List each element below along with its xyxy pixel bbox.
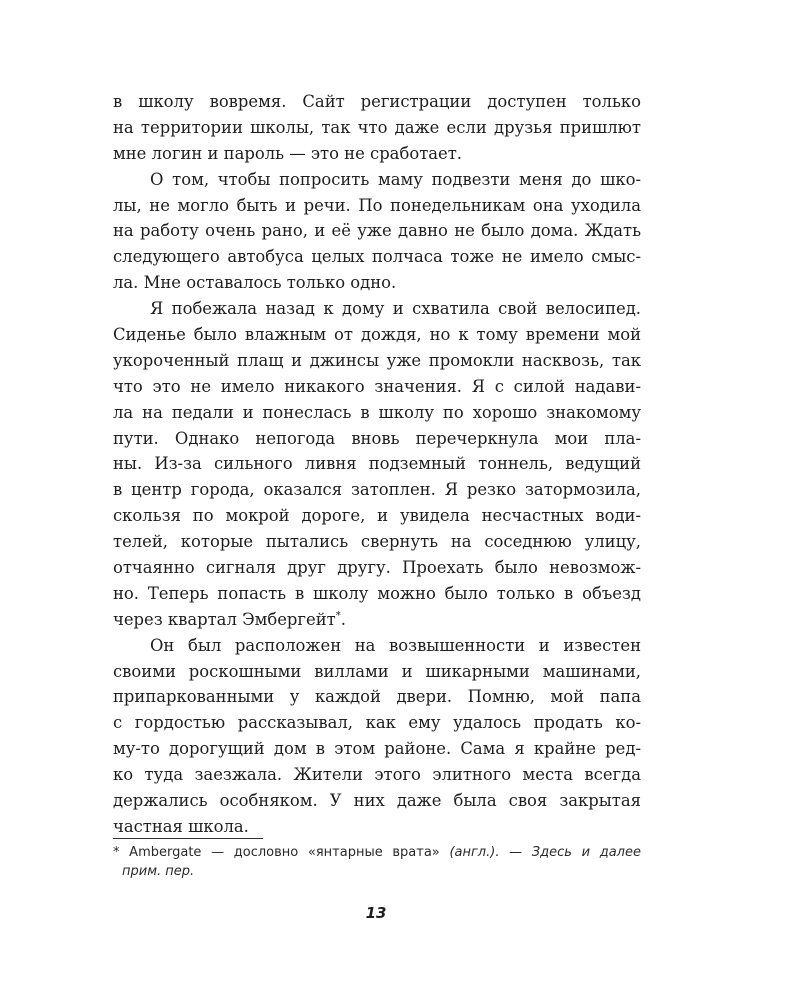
body-line: держались особняком. У них даже была своя закрытая <box>113 791 641 811</box>
body-line: мне логин и пароль — это не сработает. <box>113 143 463 163</box>
body-line: пути. Однако непогода вновь перечеркнула мои пла- <box>113 428 641 448</box>
body-line: своими роскошными виллами и шикарными машинами, <box>113 661 641 681</box>
footnote-line-1 <box>113 843 641 862</box>
body-line: в школу вовремя. Сайт регистрации доступен только <box>113 92 641 111</box>
body-text <box>113 89 641 840</box>
body-line: ла. Мне оставалось только одно. <box>113 273 397 293</box>
body-line: в центр города, оказался затоплен. Я резко затормозила, <box>113 480 641 500</box>
body-line: припаркованными у каждой двери. Помню, мой папа <box>113 687 641 707</box>
footnote-divider <box>113 838 263 839</box>
body-line-with-footnote <box>113 607 641 633</box>
body-line: му-то дорогущий дом в этом районе. Сама я крайне ред- <box>113 739 641 759</box>
footnote-dash: — <box>211 845 225 860</box>
footnote-editor-note: — Здесь и далее <box>509 845 641 860</box>
footnote-translation: дословно «янтарные врата» <box>233 845 440 860</box>
footnote-language-note: (англ.). <box>449 845 500 860</box>
paragraph-start-line: Он был расположен на возвышенности и известен <box>150 635 641 655</box>
body-line: ко туда заезжала. Жители этого элитного места всегда <box>113 765 641 785</box>
sentence-end: . <box>340 609 346 629</box>
body-line-text: через квартал Эмбергейт <box>113 609 336 629</box>
footnote-term: Ambergate <box>129 845 202 860</box>
body-line: скользя по мокрой дороге, и увидела несчастных води- <box>113 506 641 526</box>
body-line: на территории школы, так что даже если друзья пришлют <box>113 117 641 137</box>
paragraph-start-line: Я побежала назад к дому и схватила свой велосипед. <box>150 299 641 319</box>
body-line: что это не имело никакого значения. Я с силой надави- <box>113 376 641 396</box>
body-line: укороченный плащ и джинсы уже промокли насквозь, так <box>113 350 641 370</box>
body-line: телей, которые пытались свернуть на соседнюю улицу, <box>113 532 641 552</box>
body-line: ла на педали и понеслась в школу по хорошо знакомому <box>113 402 641 422</box>
body-line: с гордостью рассказывал, как ему удалось продать ко- <box>113 713 641 733</box>
footnote-line-2: прим. пер. <box>122 864 195 879</box>
body-line: но. Теперь попасть в школу можно было только в объезд <box>113 583 641 603</box>
page-number: 13 <box>365 904 387 922</box>
body-line: следующего автобуса целых полчаса тоже не имело смыс- <box>113 247 641 267</box>
body-line: на работу очень рано, и её уже давно не было дома. Ждать <box>113 221 641 241</box>
body-line: лы, не могло быть и речи. По понедельникам она уходила <box>113 195 641 215</box>
body-line: ны. Из-за сильного ливня подземный тоннель, ведущий <box>113 454 641 474</box>
footnote-reference-mark: * <box>335 610 341 622</box>
body-line: Сиденье было влажным от дождя, но к тому времени мой <box>113 325 641 345</box>
body-line: частная школа. <box>113 816 249 836</box>
body-line: отчаянно сигналя друг другу. Проехать было невозмож- <box>113 558 641 578</box>
footnote <box>113 843 641 881</box>
paragraph-start-line: О том, чтобы попросить маму подвезти меня до шко- <box>150 169 641 189</box>
footnote-marker: * <box>113 845 120 860</box>
